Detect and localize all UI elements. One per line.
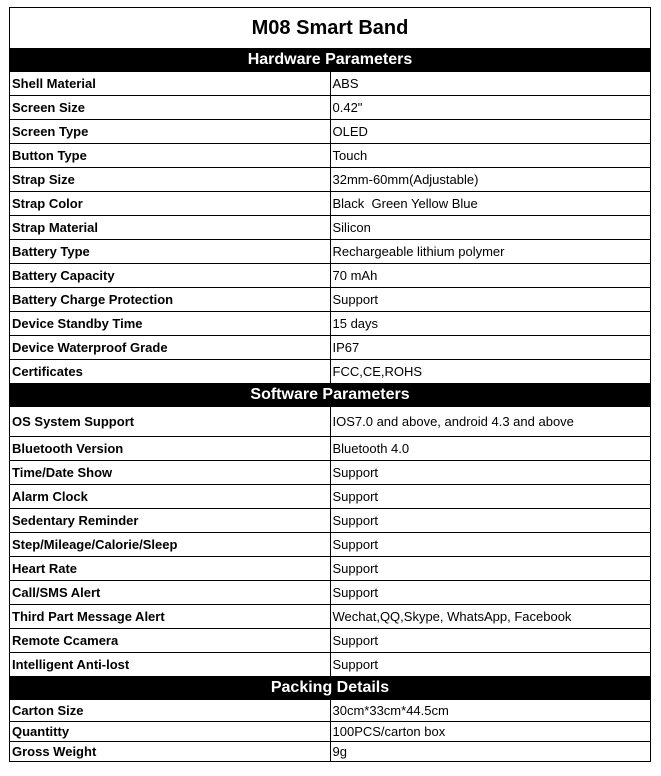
row-value: Support bbox=[330, 509, 651, 533]
row-label: Battery Charge Protection bbox=[10, 288, 331, 312]
row-label: Quantitty bbox=[10, 722, 331, 742]
row-label: Heart Rate bbox=[10, 557, 331, 581]
row-value: Support bbox=[330, 288, 651, 312]
table-row bbox=[10, 461, 651, 485]
table-row bbox=[10, 509, 651, 533]
row-label: Gross Weight bbox=[10, 742, 331, 762]
row-value: Support bbox=[330, 485, 651, 509]
row-label: Battery Capacity bbox=[10, 264, 331, 288]
row-label: Carton Size bbox=[10, 700, 331, 722]
section-heading: Packing Details bbox=[10, 677, 651, 700]
section-header-hardware bbox=[10, 49, 651, 72]
row-value: Touch bbox=[330, 144, 651, 168]
row-label: Intelligent Anti-lost bbox=[10, 653, 331, 677]
row-value: Silicon bbox=[330, 216, 651, 240]
row-value: 9g bbox=[330, 742, 651, 762]
row-label: Strap Material bbox=[10, 216, 331, 240]
section-heading: Software Parameters bbox=[10, 384, 651, 407]
table-row bbox=[10, 629, 651, 653]
row-value: Wechat,QQ,Skype, WhatsApp, Facebook bbox=[330, 605, 651, 629]
row-value: IOS7.0 and above, android 4.3 and above bbox=[330, 407, 651, 437]
title-row bbox=[10, 8, 651, 49]
table-row bbox=[10, 581, 651, 605]
table-row bbox=[10, 168, 651, 192]
spec-table bbox=[9, 7, 651, 762]
section-header-software bbox=[10, 384, 651, 407]
table-row bbox=[10, 216, 651, 240]
row-label: Battery Type bbox=[10, 240, 331, 264]
row-value: Rechargeable lithium polymer bbox=[330, 240, 651, 264]
table-row bbox=[10, 72, 651, 96]
table-row bbox=[10, 264, 651, 288]
table-row bbox=[10, 144, 651, 168]
section-heading: Hardware Parameters bbox=[10, 49, 651, 72]
row-value: 70 mAh bbox=[330, 264, 651, 288]
row-label: Screen Size bbox=[10, 96, 331, 120]
row-label: Third Part Message Alert bbox=[10, 605, 331, 629]
table-row bbox=[10, 407, 651, 437]
row-label: Strap Color bbox=[10, 192, 331, 216]
row-label: Time/Date Show bbox=[10, 461, 331, 485]
row-value: Support bbox=[330, 629, 651, 653]
row-label: Sedentary Reminder bbox=[10, 509, 331, 533]
row-value: Support bbox=[330, 461, 651, 485]
row-value: Support bbox=[330, 557, 651, 581]
row-label: Device Standby Time bbox=[10, 312, 331, 336]
row-label: Strap Size bbox=[10, 168, 331, 192]
table-row bbox=[10, 240, 651, 264]
table-row bbox=[10, 120, 651, 144]
table-row bbox=[10, 312, 651, 336]
table-row bbox=[10, 605, 651, 629]
row-value: Bluetooth 4.0 bbox=[330, 437, 651, 461]
row-value: Support bbox=[330, 653, 651, 677]
row-label: Device Waterproof Grade bbox=[10, 336, 331, 360]
table-row bbox=[10, 96, 651, 120]
table-row bbox=[10, 722, 651, 742]
row-label: Remote Ccamera bbox=[10, 629, 331, 653]
table-row bbox=[10, 700, 651, 722]
row-label: Alarm Clock bbox=[10, 485, 331, 509]
row-value: 32mm-60mm(Adjustable) bbox=[330, 168, 651, 192]
row-label: Button Type bbox=[10, 144, 331, 168]
row-label: Shell Material bbox=[10, 72, 331, 96]
row-label: Step/Mileage/Calorie/Sleep bbox=[10, 533, 331, 557]
row-value: 0.42" bbox=[330, 96, 651, 120]
table-row bbox=[10, 742, 651, 762]
table-row bbox=[10, 336, 651, 360]
row-label: OS System Support bbox=[10, 407, 331, 437]
table-row bbox=[10, 557, 651, 581]
row-value: OLED bbox=[330, 120, 651, 144]
table-row bbox=[10, 192, 651, 216]
row-value: Black Green Yellow Blue bbox=[330, 192, 651, 216]
row-label: Bluetooth Version bbox=[10, 437, 331, 461]
row-value: FCC,CE,ROHS bbox=[330, 360, 651, 384]
table-row bbox=[10, 360, 651, 384]
row-label: Screen Type bbox=[10, 120, 331, 144]
row-value: Support bbox=[330, 533, 651, 557]
table-row bbox=[10, 288, 651, 312]
table-row bbox=[10, 485, 651, 509]
row-value: 100PCS/carton box bbox=[330, 722, 651, 742]
table-row bbox=[10, 533, 651, 557]
row-label: Call/SMS Alert bbox=[10, 581, 331, 605]
page-title: M08 Smart Band bbox=[10, 8, 651, 49]
row-value: IP67 bbox=[330, 336, 651, 360]
row-label: Certificates bbox=[10, 360, 331, 384]
section-header-packing bbox=[10, 677, 651, 700]
row-value: ABS bbox=[330, 72, 651, 96]
table-row bbox=[10, 653, 651, 677]
row-value: 30cm*33cm*44.5cm bbox=[330, 700, 651, 722]
table-row bbox=[10, 437, 651, 461]
row-value: 15 days bbox=[330, 312, 651, 336]
row-value: Support bbox=[330, 581, 651, 605]
